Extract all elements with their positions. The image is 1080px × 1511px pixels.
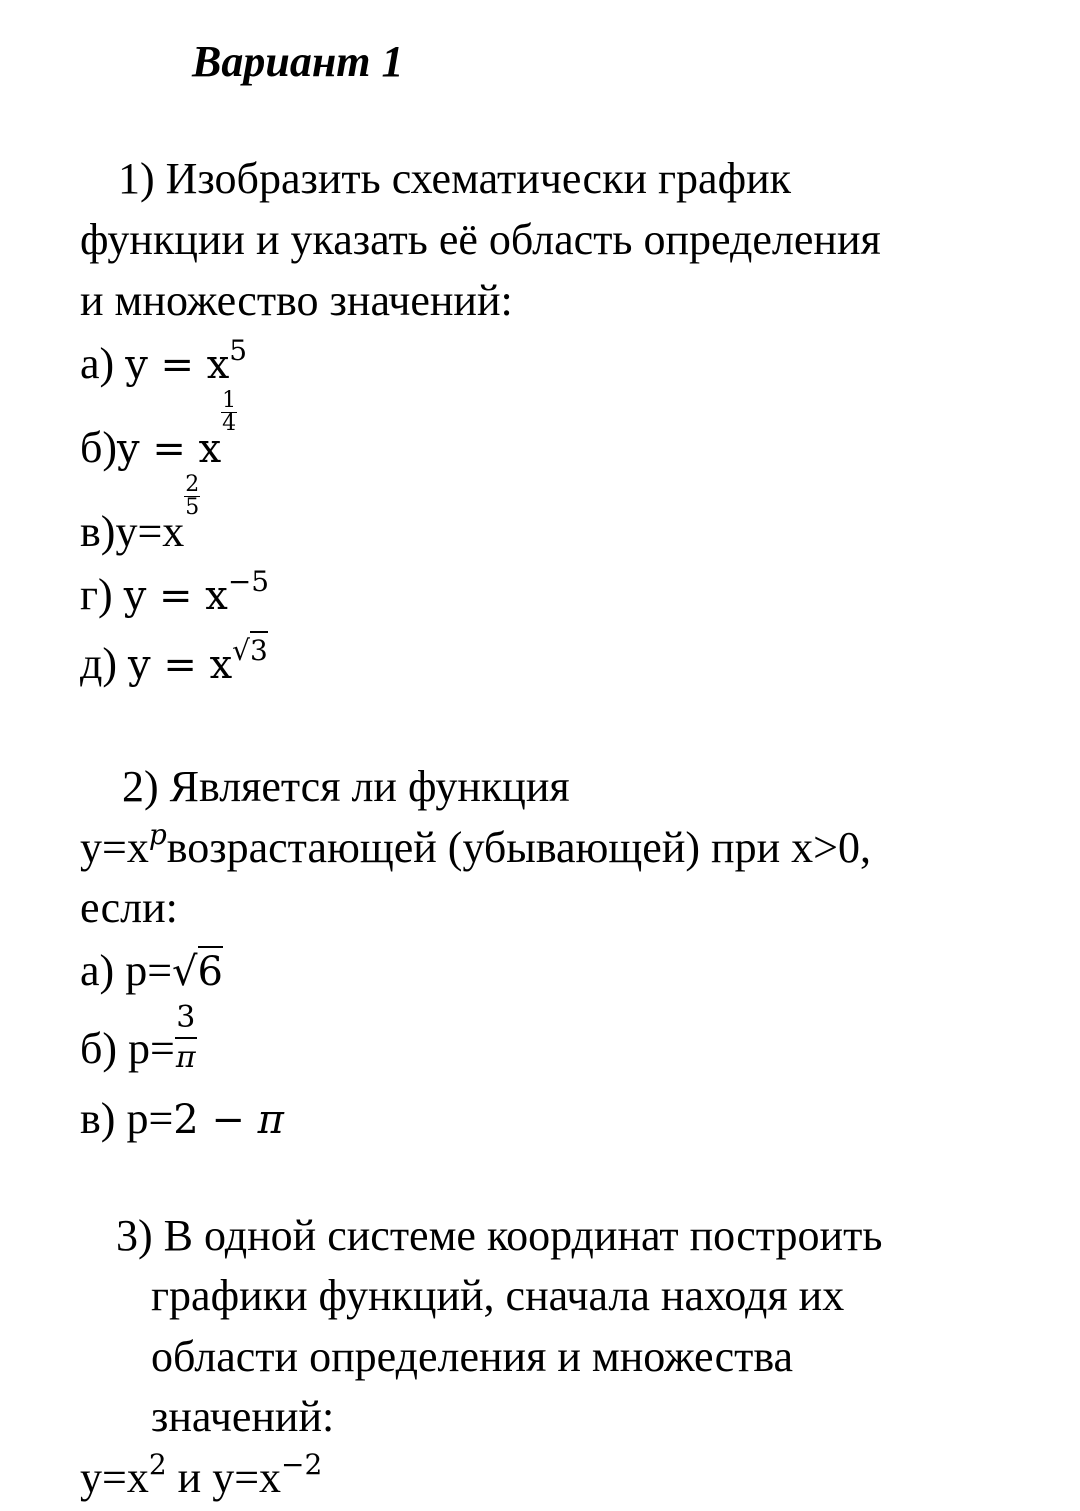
exponent-fraction: [221, 390, 237, 435]
task2-intro-line2: [80, 818, 871, 872]
formula: y=x: [212, 1453, 282, 1502]
page-title: Вариант 1: [192, 37, 404, 86]
formula: y = x: [117, 426, 222, 472]
root-sign: √: [232, 634, 250, 667]
item-label: б): [80, 1024, 129, 1073]
exponent: −5: [227, 565, 270, 598]
task1-intro-line2: функции и указать её область определения: [80, 215, 881, 264]
numerator: 2: [185, 472, 200, 497]
root-sign: √: [172, 949, 198, 995]
task1-intro-line1: 1) Изобразить схематически график: [118, 154, 791, 203]
task3-intro-line4: значений:: [151, 1392, 335, 1441]
formula: y=x: [80, 1453, 149, 1502]
task2-intro-line1: 2) Является ли функция: [122, 762, 570, 811]
item-label: а): [80, 339, 126, 388]
item-label: б): [80, 423, 118, 472]
item-label: а): [80, 946, 126, 995]
task1-item-a: [80, 334, 248, 388]
conjunction: и: [166, 1453, 213, 1502]
denominator: π: [175, 1040, 196, 1075]
item-label: в): [80, 507, 116, 556]
item-label: в): [80, 1094, 127, 1143]
task2-item-a: [80, 946, 223, 995]
task1-intro-line3: и множество значений:: [80, 276, 513, 325]
task1-item-d: [80, 565, 270, 619]
task2-item-b: [80, 1000, 197, 1097]
radicand: 3: [250, 631, 268, 667]
task2-intro-line3: если:: [80, 883, 178, 932]
task3-functions: [80, 1448, 323, 1502]
text: возрастающей (убывающей) при x>0,: [166, 823, 871, 872]
pi-symbol: π: [257, 1097, 284, 1143]
task1-item-c: [80, 472, 200, 556]
formula: y = x: [123, 573, 228, 619]
denominator: 4: [222, 411, 237, 436]
task2-item-c: [80, 1094, 284, 1143]
numerator: 3: [175, 1003, 197, 1039]
exponent: −2: [281, 1448, 323, 1481]
denominator: 5: [185, 495, 200, 520]
exponent: p: [148, 818, 167, 851]
formula: y=x: [80, 823, 149, 872]
task3-intro-line2: графики функций, сначала находя их: [151, 1271, 845, 1320]
fraction: [175, 1000, 197, 1075]
task3-intro-line1: 3) В одной системе координат построить: [116, 1211, 883, 1260]
exponent-root: [232, 634, 268, 667]
exponent: 2: [148, 1448, 167, 1481]
formula: y=x: [115, 507, 185, 556]
numerator: 1: [222, 388, 237, 413]
exponent: 5: [229, 334, 248, 367]
task1-item-b: [80, 388, 237, 472]
radicand: 6: [198, 946, 223, 995]
exponent-fraction: [184, 474, 200, 519]
item-label: г): [80, 570, 124, 619]
formula: 2 −: [173, 1097, 258, 1143]
item-label: д): [80, 639, 129, 688]
formula: y = x: [125, 342, 230, 388]
formula: y = x: [128, 642, 233, 688]
task1-item-e: [80, 634, 268, 688]
variable: p=: [125, 946, 173, 995]
task3-intro-line3: области определения и множества: [151, 1332, 794, 1381]
variable: p=: [126, 1094, 174, 1143]
variable: p=: [128, 1024, 175, 1073]
square-root: [172, 946, 223, 995]
